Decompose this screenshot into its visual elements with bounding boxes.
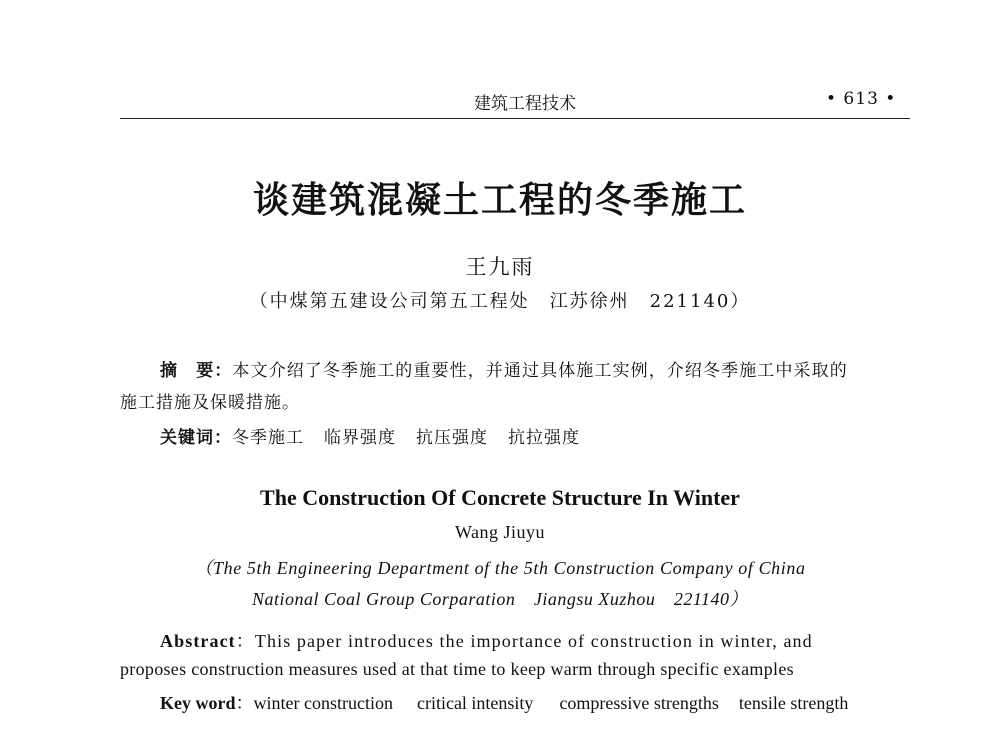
paper-title-en: The Construction Of Concrete Structure In Winter xyxy=(260,485,740,510)
abstract-label-en: Abstract xyxy=(160,631,236,651)
journal-section-title: 建筑工程技术 xyxy=(474,94,576,114)
abstract-text-en-1: This paper introduces the importance of construction in winter, and xyxy=(254,631,813,651)
abstract-text-en-2: proposes construction measures used at that time to keep warm through specific examples xyxy=(120,659,794,679)
keywords-en xyxy=(160,689,848,715)
page-number: • 613 • xyxy=(826,89,897,109)
keyword-en: tensile strength xyxy=(738,693,849,713)
keywords-label-en: Key word xyxy=(160,693,236,713)
paper-title-cn: 谈建筑混凝土工程的冬季施工 xyxy=(252,180,747,221)
header-rule xyxy=(120,118,910,119)
keywords-label-colon: ： xyxy=(235,693,254,713)
keywords-cn xyxy=(160,423,580,448)
author-name-en: Wang Jiuyu xyxy=(454,522,546,542)
abstract-cn-line1 xyxy=(160,356,848,381)
keyword-en: critical intensity xyxy=(416,693,534,713)
keywords-label-cn: 关键词： xyxy=(160,428,232,448)
keyword-cn: 临界强度 xyxy=(324,428,396,448)
affiliation-en-line2: National Coal Group Corparation Jiangsu Xuzhou 221140） xyxy=(251,589,749,609)
author-name-cn: 王九雨 xyxy=(465,255,535,279)
abstract-en-line1 xyxy=(160,627,813,653)
affiliation-cn: （中煤第五建设公司第五工程处 江苏徐州 221140） xyxy=(249,291,751,312)
keyword-cn: 抗压强度 xyxy=(416,428,488,448)
keyword-en: winter construction xyxy=(253,693,393,713)
abstract-label-cn: 摘 要： xyxy=(160,361,233,381)
abstract-text-cn-1: 本文介绍了冬季施工的重要性，并通过具体施工实例，介绍冬季施工中采取的 xyxy=(232,361,848,381)
keyword-cn: 抗拉强度 xyxy=(508,428,580,448)
affiliation-en-line1: （The 5th Engineering Department of the 5th Construction Company of China xyxy=(194,558,806,578)
abstract-label-colon: ： xyxy=(235,631,255,651)
keyword-en: compressive strengths xyxy=(559,693,719,713)
keyword-cn: 冬季施工 xyxy=(232,428,304,448)
abstract-text-cn-2: 施工措施及保暖措施。 xyxy=(120,393,300,413)
